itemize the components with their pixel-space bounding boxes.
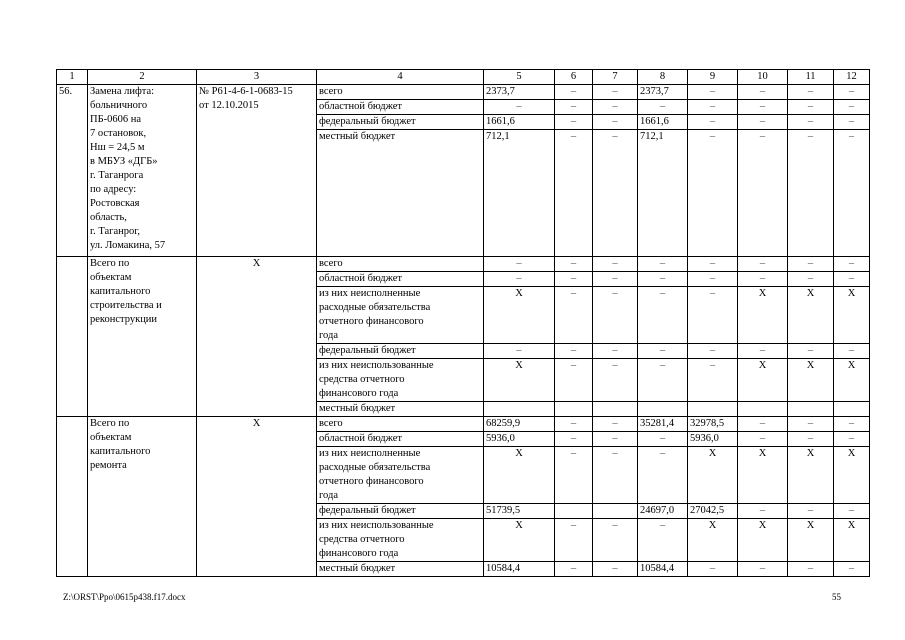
value-cell: Х <box>738 447 788 504</box>
value-cell: – <box>688 562 738 577</box>
budget-table <box>56 69 870 577</box>
col-header: 3 <box>197 70 317 85</box>
funding-source-label: местный бюджет <box>317 130 484 257</box>
value-cell: – <box>738 100 788 115</box>
value-cell: – <box>593 432 638 447</box>
value-cell <box>593 402 638 417</box>
value-cell: – <box>555 447 593 504</box>
value-cell: – <box>688 85 738 100</box>
value-cell: – <box>738 562 788 577</box>
funding-source-label: из них неисполненные расходные обязательства отчетного финансового года <box>317 447 484 504</box>
value-cell: – <box>738 257 788 272</box>
value-cell: – <box>688 359 738 402</box>
value-cell: Х <box>834 287 870 344</box>
value-cell: – <box>555 257 593 272</box>
value-cell: Х <box>834 359 870 402</box>
value-cell: – <box>593 130 638 257</box>
value-cell: Х <box>834 447 870 504</box>
funding-source-label: федеральный бюджет <box>317 504 484 519</box>
value-cell: – <box>788 115 834 130</box>
row-number <box>57 417 88 577</box>
value-cell: – <box>688 344 738 359</box>
value-cell: – <box>593 447 638 504</box>
value-cell: – <box>593 359 638 402</box>
value-cell: Х <box>834 519 870 562</box>
footer-page-number: 55 <box>832 592 841 602</box>
value-cell: – <box>593 257 638 272</box>
value-cell: – <box>788 504 834 519</box>
value-cell <box>593 504 638 519</box>
value-cell: – <box>834 562 870 577</box>
value-cell: 5936,0 <box>688 432 738 447</box>
value-cell: – <box>788 100 834 115</box>
value-cell <box>788 402 834 417</box>
value-cell: – <box>688 287 738 344</box>
value-cell: 712,1 <box>484 130 555 257</box>
funding-source-label: федеральный бюджет <box>317 115 484 130</box>
value-cell: – <box>688 257 738 272</box>
funding-source-label: областной бюджет <box>317 432 484 447</box>
value-cell: – <box>555 130 593 257</box>
value-cell <box>738 402 788 417</box>
value-cell: – <box>688 100 738 115</box>
col-header: 5 <box>484 70 555 85</box>
value-cell: – <box>555 432 593 447</box>
value-cell: – <box>555 272 593 287</box>
col-header: 9 <box>688 70 738 85</box>
value-cell: – <box>638 257 688 272</box>
value-cell: – <box>638 344 688 359</box>
value-cell: Х <box>738 519 788 562</box>
col-header: 11 <box>788 70 834 85</box>
col-header: 4 <box>317 70 484 85</box>
value-cell: Х <box>688 447 738 504</box>
value-cell: – <box>593 85 638 100</box>
value-cell: Х <box>484 519 555 562</box>
value-cell: – <box>738 85 788 100</box>
funding-source-label: федеральный бюджет <box>317 344 484 359</box>
value-cell <box>638 402 688 417</box>
table-row <box>57 85 870 100</box>
value-cell: – <box>593 562 638 577</box>
funding-source-label: из них неиспользованные средства отчетного финансового года <box>317 519 484 562</box>
col-header: 6 <box>555 70 593 85</box>
funding-source-label: всего <box>317 417 484 432</box>
value-cell: Х <box>788 519 834 562</box>
table-row <box>57 417 870 432</box>
funding-source-label: местный бюджет <box>317 562 484 577</box>
document-ref: № Р61-4-6-1-0683-15 от 12.10.2015 <box>197 85 317 257</box>
value-cell: – <box>834 272 870 287</box>
funding-source-label: всего <box>317 257 484 272</box>
value-cell: – <box>593 100 638 115</box>
value-cell: – <box>834 504 870 519</box>
value-cell: – <box>738 344 788 359</box>
object-name: Всего по объектам капитального строительства и реконструкции <box>88 257 197 417</box>
value-cell: 1661,6 <box>638 115 688 130</box>
value-cell: 2373,7 <box>484 85 555 100</box>
funding-source-label: областной бюджет <box>317 100 484 115</box>
value-cell: – <box>688 115 738 130</box>
value-cell: – <box>788 417 834 432</box>
value-cell: – <box>738 130 788 257</box>
value-cell: – <box>638 272 688 287</box>
value-cell: – <box>593 417 638 432</box>
value-cell: – <box>638 447 688 504</box>
value-cell <box>555 402 593 417</box>
value-cell <box>688 402 738 417</box>
value-cell: Х <box>788 287 834 344</box>
value-cell: – <box>555 562 593 577</box>
value-cell: – <box>834 100 870 115</box>
col-header: 10 <box>738 70 788 85</box>
table-row <box>57 257 870 272</box>
value-cell: – <box>638 432 688 447</box>
value-cell <box>555 504 593 519</box>
value-cell: – <box>788 344 834 359</box>
value-cell: – <box>593 115 638 130</box>
value-cell: – <box>593 287 638 344</box>
value-cell: 35281,4 <box>638 417 688 432</box>
value-cell: – <box>555 85 593 100</box>
value-cell: – <box>638 519 688 562</box>
value-cell: – <box>738 115 788 130</box>
value-cell: Х <box>484 447 555 504</box>
value-cell: – <box>638 287 688 344</box>
value-cell <box>484 402 555 417</box>
value-cell: 712,1 <box>638 130 688 257</box>
value-cell: 5936,0 <box>484 432 555 447</box>
value-cell: – <box>484 344 555 359</box>
value-cell: 32978,5 <box>688 417 738 432</box>
funding-source-label: местный бюджет <box>317 402 484 417</box>
value-cell: – <box>484 257 555 272</box>
document-ref: Х <box>197 257 317 417</box>
value-cell: Х <box>738 359 788 402</box>
value-cell: – <box>834 115 870 130</box>
value-cell: – <box>738 272 788 287</box>
document-ref: Х <box>197 417 317 577</box>
value-cell: – <box>555 287 593 344</box>
value-cell: 51739,5 <box>484 504 555 519</box>
value-cell: – <box>738 417 788 432</box>
row-number <box>57 257 88 417</box>
value-cell: 1661,6 <box>484 115 555 130</box>
value-cell: – <box>638 359 688 402</box>
value-cell: – <box>834 344 870 359</box>
col-header: 12 <box>834 70 870 85</box>
value-cell: – <box>555 359 593 402</box>
value-cell: 27042,5 <box>688 504 738 519</box>
value-cell: – <box>788 562 834 577</box>
header-row <box>57 70 870 85</box>
value-cell: – <box>834 432 870 447</box>
value-cell: Х <box>484 359 555 402</box>
value-cell: – <box>638 100 688 115</box>
value-cell: Х <box>688 519 738 562</box>
value-cell: – <box>788 130 834 257</box>
value-cell: – <box>555 519 593 562</box>
value-cell: – <box>593 519 638 562</box>
funding-source-label: из них неиспользованные средства отчетного финансового года <box>317 359 484 402</box>
value-cell: – <box>688 130 738 257</box>
value-cell: – <box>788 432 834 447</box>
value-cell: – <box>834 130 870 257</box>
value-cell: – <box>555 344 593 359</box>
value-cell: Х <box>788 359 834 402</box>
object-name: Замена лифта: больничного ПБ-0606 на 7 остановок, Нш = 24,5 м в МБУЗ «ДГБ» г. Таганрога по адресу: Ростовская область, г. Таганрог, ул. Ломакина, 57 <box>88 85 197 257</box>
funding-source-label: областной бюджет <box>317 272 484 287</box>
value-cell: – <box>738 504 788 519</box>
value-cell: 10584,4 <box>638 562 688 577</box>
footer-filename: Z:\ORST\Ppo\0615p438.f17.docx <box>63 592 186 602</box>
object-name: Всего по объектам капитального ремонта <box>88 417 197 577</box>
value-cell: 2373,7 <box>638 85 688 100</box>
col-header: 8 <box>638 70 688 85</box>
value-cell <box>834 402 870 417</box>
value-cell: – <box>788 85 834 100</box>
value-cell: – <box>788 257 834 272</box>
value-cell: – <box>555 417 593 432</box>
value-cell: – <box>593 344 638 359</box>
value-cell: – <box>834 85 870 100</box>
value-cell: Х <box>788 447 834 504</box>
value-cell: – <box>555 115 593 130</box>
value-cell: – <box>593 272 638 287</box>
value-cell: – <box>834 257 870 272</box>
value-cell: – <box>834 417 870 432</box>
value-cell: Х <box>738 287 788 344</box>
value-cell: – <box>688 272 738 287</box>
value-cell: – <box>484 272 555 287</box>
funding-source-label: всего <box>317 85 484 100</box>
funding-source-label: из них неисполненные расходные обязательства отчетного финансового года <box>317 287 484 344</box>
value-cell: – <box>484 100 555 115</box>
value-cell: 10584,4 <box>484 562 555 577</box>
value-cell: 24697,0 <box>638 504 688 519</box>
value-cell: – <box>788 272 834 287</box>
row-number: 56. <box>57 85 88 257</box>
value-cell: Х <box>484 287 555 344</box>
value-cell: – <box>738 432 788 447</box>
value-cell: 68259,9 <box>484 417 555 432</box>
col-header: 7 <box>593 70 638 85</box>
value-cell: – <box>555 100 593 115</box>
col-header: 2 <box>88 70 197 85</box>
col-header: 1 <box>57 70 88 85</box>
